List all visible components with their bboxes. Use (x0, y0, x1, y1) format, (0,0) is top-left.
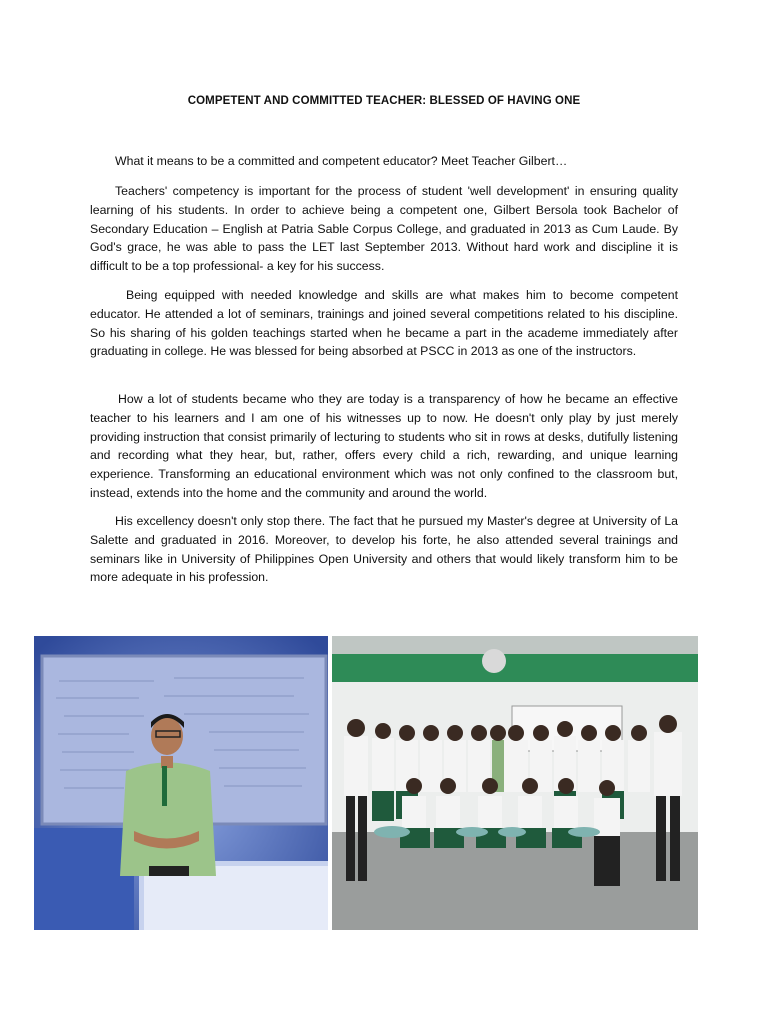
paragraph-3: Being equipped with needed knowledge and skills are what makes him to become competent educator. He attended a lot of seminars, trainings and joined several competitions related to his discipline. So his sharing of his golden teachings started when he became a part in the academe immediately after graduating in college. He was blessed for being absorbed at PSCC in 2013 as one of the instructors. (90, 288, 678, 359)
class-group-illustration (332, 636, 698, 930)
teacher-photo-illustration (34, 636, 328, 930)
paragraph-5: His excellency doesn't only stop there. The fact that he pursued my Master's degree at University of La Salette and graduated in 2016. Moreover, to develop his forte, he also attended several trainings and seminars like in University of Philippines Open University and others that would likely transform him to be more adequate in his profession. (90, 514, 678, 585)
paragraph-2: Teachers' competency is important for the process of student 'well development' in ensuring quality learning of his students. In order to achieve being a competent one, Gilbert Bersola took Bachelor of Secondary Education – English at Patria Sable Corpus College, and graduated in 2013 as Cum Laude. By God's grace, he was able to pass the LET last September 2013. Without hard work and discipline it is difficult to be a top professional- a key for his success. (90, 184, 678, 274)
teacher-photo (34, 636, 328, 930)
document-title: COMPETENT AND COMMITTED TEACHER: BLESSED OF HAVING ONE (187, 95, 581, 107)
excellency-paragraph (90, 512, 678, 587)
competency-paragraph (90, 182, 678, 276)
students-paragraph (90, 390, 678, 503)
class-group-photo (332, 636, 698, 930)
paragraph-1: What it means to be a committed and competent educator? Meet Teacher Gilbert… (115, 154, 568, 168)
intro-paragraph (90, 152, 678, 171)
paragraph-4: How a lot of students became who they are today is a transparency of how he became an effective teacher to his learners and I am one of his witnesses up to now. He doesn't only play by just merely providing instruction that consist primarily of lecturing to students who sit in rows at desks, dutifully listening and recording what they hear, but, rather, offers every child a rich, rewarding, and unique learning experience. Transforming an educational environment which was not only confined to the classroom but, instead, extends into the home and the community and around the world. (90, 392, 678, 500)
knowledge-paragraph (90, 286, 678, 361)
